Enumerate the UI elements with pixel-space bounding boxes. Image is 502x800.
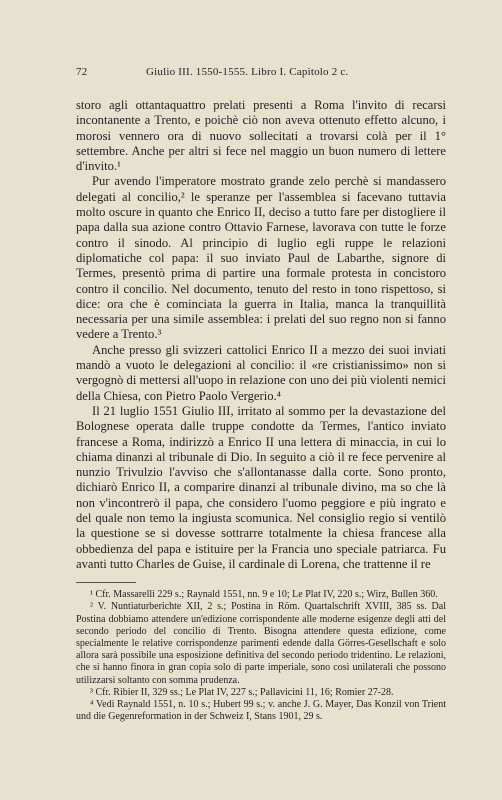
footnote-rule: [76, 582, 136, 583]
paragraph: Il 21 luglio 1551 Giulio III, irritato al sommo per la devastazione del Bolognese operata dalle truppe condotte da Termes, l'antico inviato francese a Roma, indirizzò a Enrico II una lettera di minaccia, in cui lo chiama dinanzi al tribunale di Dio. In seguito a ciò il re fece pervenire al nunzio Trivulzio l'avviso che s'allontanasse dalla corte. Sono pronto, dichiarò Enrico II, a comparire dinanzi al tribunale divino, ma so che là non v'incontrerò il papa, che considero l'uomo peggiore e più ingrato e del quale non temo la ingiusta scomunica. Nel consiglio regio si ventilò la questione se si dovesse sottrarre totalmente la chiesa francese alla obbedienza del papa e istituire per la Francia uno speciale patriarca. Fu avanti tutto Charles de Guise, il cardinale di Lorena, che trattenne il re: [76, 403, 446, 571]
page-header: [76, 66, 446, 78]
footnote: ⁴ Vedi Raynald 1551, n. 10 s.; Hubert 99 s.; v. anche J. G. Mayer, Das Konzil von Trient und die Gegenreformation in der Schweiz I, Stans 1901, 29 s.: [76, 699, 446, 723]
paragraph: Anche presso gli svizzeri cattolici Enrico II a mezzo dei suoi inviati mandò a vuoto le delegazioni al concilio: il «re cristianissimo» non si vergognò di mettersi all'uopo in relazione con uno dei più violenti nemici della Chiesa, con Pietro Paolo Vergerio.⁴: [76, 342, 446, 403]
footnotes: [76, 589, 446, 723]
footnote: ³ Cfr. Ribier II, 329 ss.; Le Plat IV, 227 s.; Pallavicini 11, 16; Romier 27-28.: [90, 686, 394, 698]
footnote: ² V. Nuntiaturberichte XII, 2 s.; Postina in Röm. Quartalschrift XVIII, 385 ss. Dal Postina dobbiamo attendere un'edizione corrispondente alle moderne esigenze degli atti del secondo periodo del concilio di Trento. Bisogna attendere questa edizione, come specialmente le relative corrispondenze parimenti edende dalla Görres-Gesellschaft e solo allora sarà possibile una esposizione definitiva del secondo periodo tridentino. Le relazioni, che si hanno finora in gran copia solo di parte imperiale, sono così unilaterali che possono utilizzarsi soltanto con somma prudenza.: [76, 601, 446, 686]
paragraph: Pur avendo l'imperatore mostrato grande zelo perchè si mandassero delegati al concilio,² le speranze per l'assemblea si facevano tuttavia molto oscure in quanto che Enrico II, deciso a tutto fare per distogliere il papa dalla sua azione contro Ottavio Farnese, lavorava con tutte le forze contro il sinodo. Al principio di luglio egli ruppe le relazioni diplomatiche col papa: il suo inviato Paul de Labarthe, signore di Termes, presentò prima di partire una formale protesta in concistoro contro il concilio. Nel documento, tenuto del resto in tono rispettoso, si dice: ora che è cominciata la guerra in Italia, manca la tranquillità necessaria per una simile assemblea: i prelati del suo regno non si fanno vedere a Trento.³: [76, 174, 446, 342]
main-text: [76, 98, 446, 572]
paragraph: storo agli ottantaquattro prelati presenti a Roma l'invito di recarsi incontanente a Trento, e poichè ciò non aveva ottenuto effetto alcuno, i morosi vennero ora di nuovo sollecitati a trovarsi colà per il 1° settembre. Anche per altri si fece nel maggio un buon numero di lettere d'invito.¹: [76, 98, 446, 174]
page-number: 72: [76, 66, 88, 78]
footnote: ¹ Cfr. Massarelli 229 s.; Raynald 1551, nn. 9 e 10; Le Plat IV, 220 s.; Wirz, Bullen 360.: [90, 589, 438, 601]
running-title: Giulio III. 1550-1555. Libro I. Capitolo 2 c.: [146, 66, 349, 78]
